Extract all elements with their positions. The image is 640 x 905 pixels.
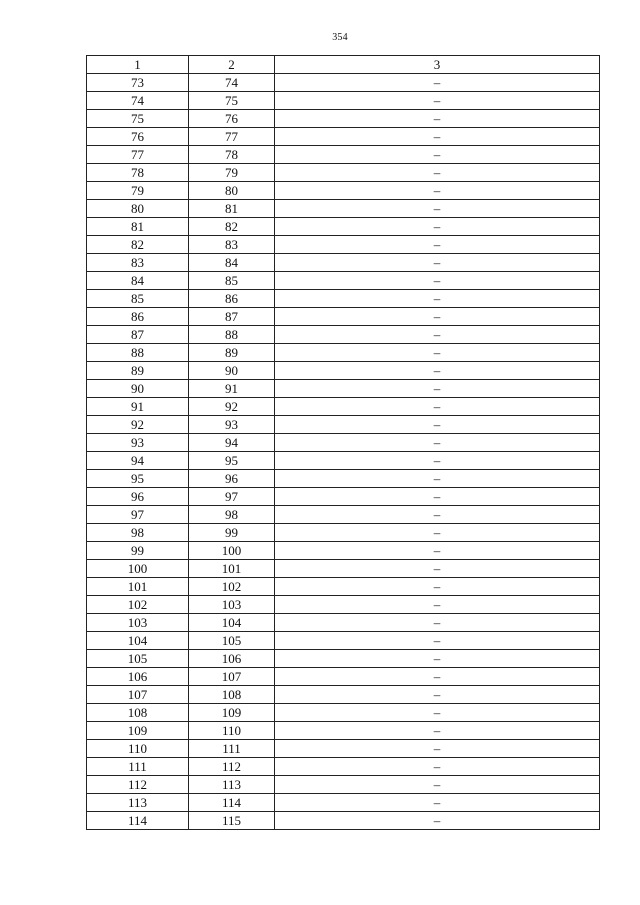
- table-cell-col-3: –: [275, 632, 600, 650]
- table-cell-col-1: 98: [87, 524, 189, 542]
- table-cell-col-1: 105: [87, 650, 189, 668]
- table-cell-col-2: 109: [189, 704, 275, 722]
- table-cell-col-2: 87: [189, 308, 275, 326]
- table-row: [87, 92, 600, 110]
- table-cell-col-3: –: [275, 110, 600, 128]
- table-cell-col-2: 110: [189, 722, 275, 740]
- table-cell-col-1: 73: [87, 74, 189, 92]
- table-row: [87, 200, 600, 218]
- table-cell-col-3: –: [275, 722, 600, 740]
- table-cell-col-2: 74: [189, 74, 275, 92]
- table-row: [87, 686, 600, 704]
- table-cell-col-1: 89: [87, 362, 189, 380]
- table-cell-col-2: 80: [189, 182, 275, 200]
- table-cell-col-1: 100: [87, 560, 189, 578]
- table-row: [87, 254, 600, 272]
- table-cell-col-3: –: [275, 524, 600, 542]
- table-cell-col-3: –: [275, 452, 600, 470]
- column-header-1: 1: [87, 56, 189, 74]
- table-cell-col-3: –: [275, 776, 600, 794]
- table-cell-col-2: 111: [189, 740, 275, 758]
- table-row: [87, 578, 600, 596]
- table-cell-col-3: –: [275, 128, 600, 146]
- table-body: [87, 56, 600, 830]
- table-cell-col-1: 101: [87, 578, 189, 596]
- table-row: [87, 434, 600, 452]
- table-cell-col-1: 113: [87, 794, 189, 812]
- table-cell-col-2: 78: [189, 146, 275, 164]
- table-cell-col-3: –: [275, 164, 600, 182]
- table-row: [87, 74, 600, 92]
- table-cell-col-1: 111: [87, 758, 189, 776]
- table-row: [87, 704, 600, 722]
- table-cell-col-3: –: [275, 362, 600, 380]
- table-row: [87, 650, 600, 668]
- table-cell-col-3: –: [275, 578, 600, 596]
- table-cell-col-1: 104: [87, 632, 189, 650]
- table-row: [87, 560, 600, 578]
- table-cell-col-2: 79: [189, 164, 275, 182]
- column-header-2: 2: [189, 56, 275, 74]
- table-row: [87, 272, 600, 290]
- table-cell-col-3: –: [275, 308, 600, 326]
- table-row: [87, 416, 600, 434]
- table-cell-col-2: 86: [189, 290, 275, 308]
- table-cell-col-3: –: [275, 794, 600, 812]
- table-cell-col-2: 82: [189, 218, 275, 236]
- table-cell-col-3: –: [275, 668, 600, 686]
- table-cell-col-2: 103: [189, 596, 275, 614]
- table-row: [87, 632, 600, 650]
- table-row: [87, 398, 600, 416]
- table-cell-col-1: 85: [87, 290, 189, 308]
- table-row: [87, 308, 600, 326]
- table-cell-col-2: 112: [189, 758, 275, 776]
- table-cell-col-3: –: [275, 650, 600, 668]
- table-cell-col-1: 86: [87, 308, 189, 326]
- table-cell-col-1: 114: [87, 812, 189, 830]
- table-row: [87, 146, 600, 164]
- table-cell-col-3: –: [275, 146, 600, 164]
- table-row: [87, 488, 600, 506]
- table-cell-col-3: –: [275, 614, 600, 632]
- table-cell-col-1: 95: [87, 470, 189, 488]
- table-cell-col-2: 84: [189, 254, 275, 272]
- table-cell-col-1: 110: [87, 740, 189, 758]
- table-cell-col-3: –: [275, 290, 600, 308]
- table-cell-col-2: 77: [189, 128, 275, 146]
- table-cell-col-1: 106: [87, 668, 189, 686]
- table-row: [87, 182, 600, 200]
- table-row: [87, 236, 600, 254]
- table-cell-col-1: 107: [87, 686, 189, 704]
- table-row: [87, 542, 600, 560]
- table-cell-col-2: 89: [189, 344, 275, 362]
- table-cell-col-1: 82: [87, 236, 189, 254]
- table-cell-col-2: 101: [189, 560, 275, 578]
- table-cell-col-3: –: [275, 470, 600, 488]
- table-cell-col-2: 100: [189, 542, 275, 560]
- table-row: [87, 110, 600, 128]
- table-cell-col-2: 92: [189, 398, 275, 416]
- table-row: [87, 128, 600, 146]
- table-cell-col-1: 92: [87, 416, 189, 434]
- table-cell-col-2: 94: [189, 434, 275, 452]
- table-cell-col-1: 79: [87, 182, 189, 200]
- table-cell-col-2: 115: [189, 812, 275, 830]
- table-cell-col-2: 105: [189, 632, 275, 650]
- data-table: [86, 55, 600, 830]
- table-cell-col-2: 102: [189, 578, 275, 596]
- table-cell-col-2: 76: [189, 110, 275, 128]
- table-cell-col-3: –: [275, 182, 600, 200]
- table-cell-col-2: 75: [189, 92, 275, 110]
- table-cell-col-1: 88: [87, 344, 189, 362]
- table-cell-col-3: –: [275, 326, 600, 344]
- table-cell-col-1: 90: [87, 380, 189, 398]
- table-row: [87, 506, 600, 524]
- table-row: [87, 776, 600, 794]
- table-cell-col-2: 91: [189, 380, 275, 398]
- table-cell-col-3: –: [275, 686, 600, 704]
- table-cell-col-2: 108: [189, 686, 275, 704]
- table-cell-col-1: 112: [87, 776, 189, 794]
- table-row: [87, 722, 600, 740]
- table-row: [87, 668, 600, 686]
- table-cell-col-1: 109: [87, 722, 189, 740]
- table-cell-col-2: 113: [189, 776, 275, 794]
- table-row: [87, 524, 600, 542]
- table-row: [87, 344, 600, 362]
- table-row: [87, 596, 600, 614]
- table-cell-col-1: 96: [87, 488, 189, 506]
- table-row: [87, 380, 600, 398]
- table-cell-col-3: –: [275, 344, 600, 362]
- table-cell-col-3: –: [275, 812, 600, 830]
- table-cell-col-1: 91: [87, 398, 189, 416]
- table-cell-col-2: 106: [189, 650, 275, 668]
- table-row: [87, 290, 600, 308]
- table-cell-col-1: 74: [87, 92, 189, 110]
- table-cell-col-3: –: [275, 218, 600, 236]
- table-cell-col-2: 81: [189, 200, 275, 218]
- table-cell-col-3: –: [275, 542, 600, 560]
- table-cell-col-1: 93: [87, 434, 189, 452]
- table-cell-col-1: 81: [87, 218, 189, 236]
- table-cell-col-3: –: [275, 758, 600, 776]
- table-cell-col-1: 97: [87, 506, 189, 524]
- table-cell-col-2: 85: [189, 272, 275, 290]
- table-cell-col-3: –: [275, 416, 600, 434]
- table-cell-col-3: –: [275, 236, 600, 254]
- table-cell-col-3: –: [275, 272, 600, 290]
- table-cell-col-1: 77: [87, 146, 189, 164]
- table-row: [87, 470, 600, 488]
- table-cell-col-2: 96: [189, 470, 275, 488]
- table-row: [87, 326, 600, 344]
- table-cell-col-1: 75: [87, 110, 189, 128]
- page-number: 354: [332, 32, 348, 43]
- table-row: [87, 740, 600, 758]
- table-cell-col-2: 88: [189, 326, 275, 344]
- table-cell-col-2: 98: [189, 506, 275, 524]
- table-cell-col-1: 76: [87, 128, 189, 146]
- table-cell-col-3: –: [275, 200, 600, 218]
- column-header-3: 3: [275, 56, 600, 74]
- table-cell-col-3: –: [275, 560, 600, 578]
- table-cell-col-2: 83: [189, 236, 275, 254]
- table-row: [87, 794, 600, 812]
- table-cell-col-2: 95: [189, 452, 275, 470]
- table-cell-col-3: –: [275, 740, 600, 758]
- table-cell-col-1: 102: [87, 596, 189, 614]
- table-row: [87, 218, 600, 236]
- table-cell-col-3: –: [275, 254, 600, 272]
- table-cell-col-2: 90: [189, 362, 275, 380]
- table-cell-col-1: 78: [87, 164, 189, 182]
- table-cell-col-1: 103: [87, 614, 189, 632]
- table-cell-col-3: –: [275, 596, 600, 614]
- table-cell-col-3: –: [275, 74, 600, 92]
- table-cell-col-3: –: [275, 488, 600, 506]
- table-cell-col-1: 108: [87, 704, 189, 722]
- table-cell-col-3: –: [275, 398, 600, 416]
- table-cell-col-1: 99: [87, 542, 189, 560]
- table-row: [87, 812, 600, 830]
- table-cell-col-3: –: [275, 704, 600, 722]
- table-cell-col-2: 104: [189, 614, 275, 632]
- table-cell-col-2: 114: [189, 794, 275, 812]
- table-cell-col-1: 83: [87, 254, 189, 272]
- table-cell-col-2: 97: [189, 488, 275, 506]
- table-cell-col-1: 94: [87, 452, 189, 470]
- table-row: [87, 452, 600, 470]
- table-cell-col-1: 84: [87, 272, 189, 290]
- table-cell-col-3: –: [275, 92, 600, 110]
- table-cell-col-1: 80: [87, 200, 189, 218]
- table-header-row: [87, 56, 600, 74]
- table-cell-col-3: –: [275, 434, 600, 452]
- table-row: [87, 164, 600, 182]
- table-row: [87, 758, 600, 776]
- table-cell-col-2: 107: [189, 668, 275, 686]
- table-cell-col-3: –: [275, 506, 600, 524]
- table-cell-col-3: –: [275, 380, 600, 398]
- table-row: [87, 362, 600, 380]
- table-row: [87, 614, 600, 632]
- table-cell-col-2: 93: [189, 416, 275, 434]
- table-cell-col-1: 87: [87, 326, 189, 344]
- table-cell-col-2: 99: [189, 524, 275, 542]
